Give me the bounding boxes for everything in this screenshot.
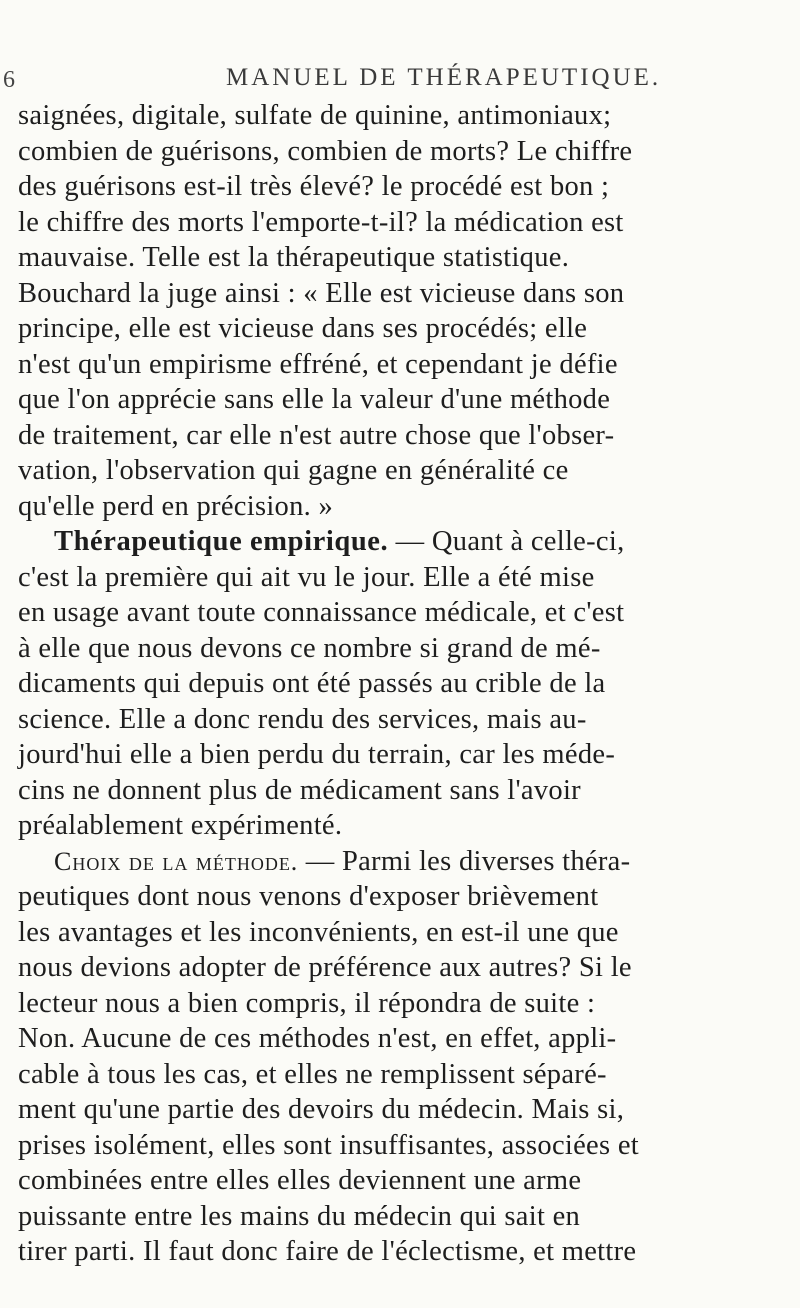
section-heading-line bbox=[18, 524, 743, 560]
text-line: des guérisons est-il très élevé? le procédé est bon ; bbox=[18, 171, 610, 202]
body-text bbox=[18, 98, 743, 1270]
running-title: MANUEL DE THÉRAPEUTIQUE. bbox=[226, 64, 662, 91]
text-line: cable à tous les cas, et elles ne remplissent séparé- bbox=[18, 1058, 607, 1090]
running-head bbox=[0, 58, 800, 94]
text-line: dicaments qui depuis ont été passés au crible de la bbox=[18, 668, 606, 699]
text-line: combien de guérisons, combien de morts? Le chiffre bbox=[18, 135, 633, 167]
text-run: — Parmi les diverses théra- bbox=[298, 845, 631, 877]
text-line: science. Elle a donc rendu des services, mais au- bbox=[18, 703, 587, 735]
section-heading-line bbox=[18, 844, 743, 880]
text-line: nous devions adopter de préférence aux autres? Si le bbox=[18, 952, 632, 983]
section-heading-choix: Choix de la méthode. bbox=[54, 846, 299, 876]
text-line: qu'elle perd en précision. » bbox=[18, 490, 334, 522]
text-line: combinées entre elles elles deviennent une arme bbox=[18, 1165, 582, 1196]
text-line: préalablement expérimenté. bbox=[18, 810, 343, 841]
text-line: mauvaise. Telle est la thérapeutique statistique. bbox=[18, 242, 570, 273]
text-line: Non. Aucune de ces méthodes n'est, en effet, appli- bbox=[18, 1023, 617, 1054]
text-run: — Quant à celle-ci, bbox=[388, 526, 625, 557]
text-line: prises isolément, elles sont insuffisantes, associées et bbox=[18, 1129, 639, 1161]
text-line: saignées, digitale, sulfate de quinine, antimoniaux; bbox=[18, 100, 612, 131]
text-line: le chiffre des morts l'emporte-t-il? la médication est bbox=[18, 206, 624, 238]
text-line: n'est qu'un empirisme effréné, et cependant je défie bbox=[18, 348, 618, 380]
text-line: que l'on apprécie sans elle la valeur d'une méthode bbox=[18, 384, 611, 415]
text-line: lecteur nous a bien compris, il répondra de suite : bbox=[18, 987, 596, 1019]
text-line: de traitement, car elle n'est autre chose que l'obser- bbox=[18, 419, 615, 451]
text-line: tirer parti. Il faut donc faire de l'éclectisme, et mettre bbox=[18, 1236, 637, 1267]
page-number: 6 bbox=[3, 67, 15, 93]
text-line: jourd'hui elle a bien perdu du terrain, car les méde- bbox=[18, 739, 616, 770]
text-line: vation, l'observation qui gagne en généralité ce bbox=[18, 455, 569, 486]
text-line: peutiques dont nous venons d'exposer brièvement bbox=[18, 881, 599, 912]
text-line: ment qu'une partie des devoirs du médecin. Mais si, bbox=[18, 1094, 625, 1125]
text-line: principe, elle est vicieuse dans ses procédés; elle bbox=[18, 313, 588, 344]
text-line: Bouchard la juge ainsi : « Elle est vicieuse dans son bbox=[18, 277, 625, 309]
text-line: les avantages et les inconvénients, en est-il une que bbox=[18, 916, 619, 948]
text-line: c'est la première qui ait vu le jour. Elle a été mise bbox=[18, 561, 595, 593]
text-line: en usage avant toute connaissance médicale, et c'est bbox=[18, 597, 625, 628]
text-line: puissante entre les mains du médecin qui sait en bbox=[18, 1200, 581, 1232]
text-line: cins ne donnent plus de médicament sans l'avoir bbox=[18, 774, 581, 806]
section-heading-empirique: Thérapeutique empirique. bbox=[54, 526, 389, 557]
text-line: à elle que nous devons ce nombre si grand de mé- bbox=[18, 632, 601, 664]
